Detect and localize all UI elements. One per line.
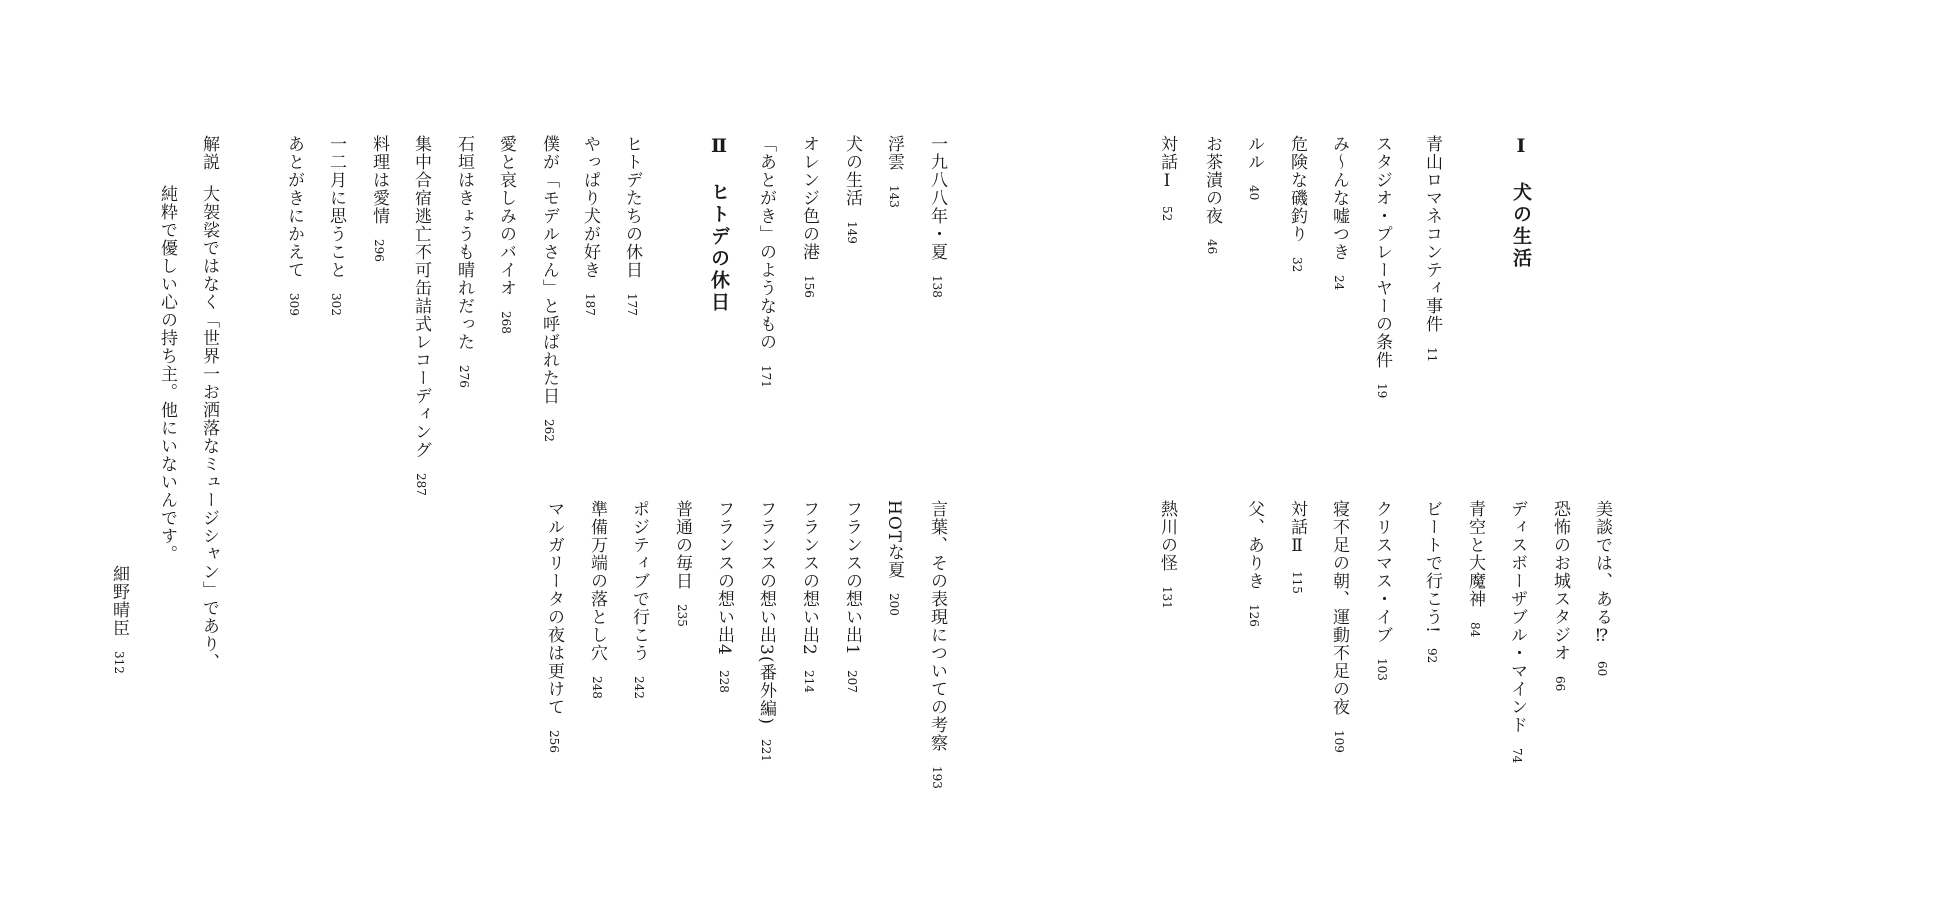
entry-page: 287 xyxy=(414,473,428,496)
entry-title: ディスボーザブル・マインド xyxy=(1507,500,1527,734)
entry-page: 268 xyxy=(499,311,513,334)
toc-entry xyxy=(1373,500,1390,681)
entry-title: 準備万端の落とし穴 xyxy=(587,500,607,662)
entry-title: やっぱり犬が好き xyxy=(580,135,600,279)
toc-entry xyxy=(928,135,945,298)
toc-entry xyxy=(928,500,945,789)
toc-entry xyxy=(673,500,690,627)
entry-title: 料理は愛情 xyxy=(369,135,389,225)
entry-title: フランスの想い出2 xyxy=(799,500,819,656)
entry-title: オレンジ色の港 xyxy=(799,135,819,261)
entry-title: 危険な磯釣り xyxy=(1287,135,1307,243)
entry-page: 92 xyxy=(1425,647,1439,664)
commentary-page: 312 xyxy=(112,651,126,674)
part1-title: 犬の生活 xyxy=(1510,182,1532,270)
entry-title: 父、ありき xyxy=(1244,500,1264,590)
entry-title: クリスマス・イブ xyxy=(1372,500,1392,644)
entry-page: 143 xyxy=(887,185,901,208)
toc-entry xyxy=(885,500,902,616)
toc-entry xyxy=(412,135,429,496)
entry-title: 「あとがき」のようなもの xyxy=(756,135,776,351)
toc-entry xyxy=(1330,135,1347,290)
toc-entry xyxy=(757,500,774,762)
entry-title: 一二月に思うこと xyxy=(326,135,346,279)
entry-page: 248 xyxy=(590,676,604,699)
entry-page: 187 xyxy=(583,293,597,316)
entry-title: 寝不足の朝、運動不足の夜 xyxy=(1329,500,1349,716)
commentary-text-1: 大袈裟ではなく「世界一お洒落なミュージシャン」であり、 xyxy=(199,185,219,671)
part2-title: ヒトデの休日 xyxy=(708,182,730,314)
entry-title: ルル xyxy=(1244,135,1264,171)
entry-page: 84 xyxy=(1468,622,1482,638)
entry-page: 40 xyxy=(1247,185,1261,201)
commentary-line1 xyxy=(200,135,217,671)
entry-page: 156 xyxy=(802,275,816,298)
toc-entry xyxy=(455,135,472,388)
entry-title: 恐怖のお城スタジオ xyxy=(1550,500,1570,662)
toc-entry xyxy=(588,500,605,699)
toc-entry xyxy=(1288,135,1305,272)
entry-title: マルガリータの夜は更けて xyxy=(544,500,564,716)
commentary-author xyxy=(110,565,127,674)
entry-title: 犬の生活 xyxy=(842,135,862,207)
toc-entry xyxy=(715,500,732,693)
part2-heading xyxy=(709,135,728,314)
entry-title: 青空と大魔神 xyxy=(1465,500,1485,608)
toc-entry xyxy=(1551,500,1568,691)
entry-page: 235 xyxy=(675,604,689,627)
entry-page: 242 xyxy=(632,676,646,699)
entry-page: 214 xyxy=(802,669,816,693)
entry-title: 愛と哀しみのバイオ xyxy=(496,135,516,297)
toc-entry xyxy=(623,135,640,316)
toc-entry xyxy=(1158,500,1175,609)
toc-entry xyxy=(885,135,902,208)
part2-numeral: Ⅱ xyxy=(708,135,730,160)
toc-entry xyxy=(1245,135,1262,200)
entry-page: 32 xyxy=(1290,257,1304,273)
entry-title: 青山ロマネコンティ事件 xyxy=(1422,135,1442,333)
toc-entry xyxy=(1245,500,1262,627)
entry-title: ヒトデたちの休日 xyxy=(622,135,642,279)
entry-page: 262 xyxy=(542,419,556,442)
entry-title: ポジティブで行こう xyxy=(629,500,649,662)
toc-entry xyxy=(843,135,860,244)
commentary-author-name: 細野晴臣 xyxy=(109,565,129,637)
commentary-line2 xyxy=(158,185,175,563)
entry-title: フランスの想い出1 xyxy=(842,500,862,656)
entry-title: み〜んな嘘つき xyxy=(1329,135,1349,261)
entry-page: 66 xyxy=(1553,676,1567,692)
entry-title: 浮雲 xyxy=(884,135,904,171)
entry-page: 24 xyxy=(1332,275,1346,291)
toc-entry xyxy=(370,135,387,262)
entry-title: フランスの想い出3(番外編) xyxy=(756,500,776,726)
toc-entry xyxy=(800,135,817,298)
entry-page: 60 xyxy=(1595,661,1609,677)
entry-page: 138 xyxy=(930,275,944,298)
entry-page: 109 xyxy=(1332,730,1346,753)
entry-page: 19 xyxy=(1375,383,1389,399)
commentary-label: 解説 xyxy=(199,135,219,171)
entry-title: 美談では、ある⁉ xyxy=(1592,500,1612,647)
entry-title: 石垣はきょうも晴れだった xyxy=(454,135,474,351)
entry-page: 46 xyxy=(1205,239,1219,255)
toc-entry xyxy=(540,135,557,442)
entry-title: お茶漬の夜 xyxy=(1202,135,1222,225)
entry-page: 193 xyxy=(930,766,944,789)
toc-entry xyxy=(581,135,598,316)
entry-page: 126 xyxy=(1247,604,1261,627)
part1-numeral: Ⅰ xyxy=(1510,135,1532,160)
entry-page: 171 xyxy=(759,365,773,388)
toc-entry xyxy=(757,135,774,388)
entry-title: 普通の毎日 xyxy=(672,500,692,590)
toc-entry xyxy=(1288,500,1305,594)
entry-page: 115 xyxy=(1290,571,1304,594)
entry-title: 僕が「モデルさん」と呼ばれた日 xyxy=(539,135,559,405)
toc-entry xyxy=(843,500,860,693)
toc-entry xyxy=(1373,135,1390,398)
entry-title: 集中合宿逃亡不可缶詰式レコーディング xyxy=(411,135,431,459)
toc-entry xyxy=(1330,500,1347,753)
commentary-text-2: 純粋で優しい心の持ち主。他にいないんです。 xyxy=(157,185,177,563)
entry-page: 177 xyxy=(625,293,639,316)
entry-page: 149 xyxy=(845,221,859,244)
entry-title: 対話Ⅱ xyxy=(1287,500,1307,557)
entry-page: 221 xyxy=(759,739,773,762)
entry-title: あとがきにかえて xyxy=(284,135,304,279)
entry-page: 276 xyxy=(457,365,471,388)
entry-page: 296 xyxy=(372,239,386,262)
entry-page: 302 xyxy=(329,293,343,316)
entry-page: 207 xyxy=(845,669,859,693)
toc-entry xyxy=(1508,500,1525,763)
entry-title: スタジオ・プレーヤーの条件 xyxy=(1372,135,1392,369)
entry-page: 200 xyxy=(887,593,901,617)
entry-page: 228 xyxy=(717,669,731,693)
entry-page: 131 xyxy=(1160,586,1174,609)
part1-heading xyxy=(1511,135,1530,270)
toc-entry xyxy=(1423,135,1440,362)
entry-page: 74 xyxy=(1510,748,1524,764)
toc-entry xyxy=(1158,135,1175,221)
entry-title: 対話Ⅰ xyxy=(1157,135,1177,192)
entry-page: 103 xyxy=(1375,658,1389,681)
toc-entry xyxy=(1593,500,1610,676)
toc-entry xyxy=(800,500,817,693)
toc-entry xyxy=(630,500,647,699)
toc-entry xyxy=(497,135,514,334)
toc-entry xyxy=(1466,500,1483,637)
toc-entry xyxy=(327,135,344,316)
entry-title: HOTな夏 xyxy=(884,500,904,580)
entry-page: 309 xyxy=(287,293,301,316)
toc-entry xyxy=(1423,500,1440,663)
entry-title: 一九八八年・夏 xyxy=(927,135,947,261)
entry-title: フランスの想い出4 xyxy=(714,500,734,656)
entry-page: 11 xyxy=(1425,347,1439,363)
toc-entry xyxy=(545,500,562,753)
entry-title: 熱川の怪 xyxy=(1157,500,1177,572)
toc-entry xyxy=(285,135,302,316)
entry-page: 52 xyxy=(1160,206,1174,222)
entry-title: 言葉、その表現についての考察 xyxy=(927,500,947,752)
entry-page: 256 xyxy=(547,730,561,753)
toc-entry xyxy=(1203,135,1220,254)
entry-title: ビートで行こう! xyxy=(1422,500,1442,634)
